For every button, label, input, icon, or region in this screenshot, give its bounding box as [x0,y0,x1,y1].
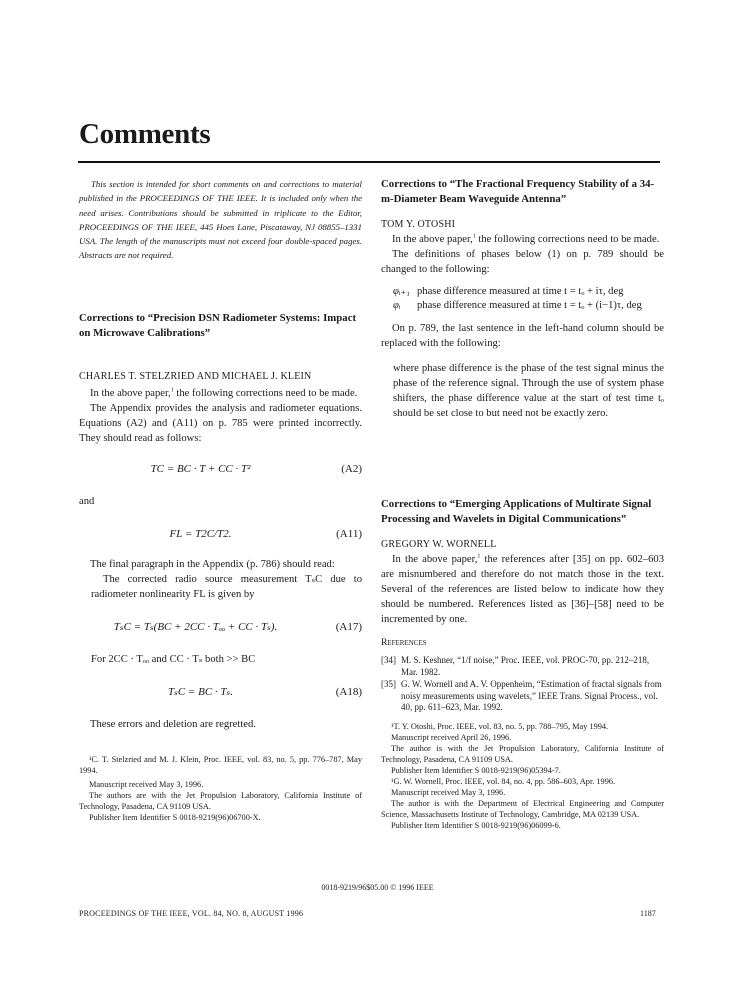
equation-a17: TₛC = Tₛ(BC + 2CC · Tₒₒ + CC · Tₛ). (A17) [113,621,362,633]
reference-item: [35] G. W. Wornell and A. V. Oppenheim, “Estimation of fractal signals from noisy measurements using wavelets,” IEEE Trans. Signal Process., vol. 40, pp. 611–623, Mar. 1992. [381,679,662,712]
article-heading: Corrections to “Precision DSN Radiometer Systems: Impact on Microwave Calibrations” [79,312,357,339]
definition-text: phase difference measured at time t = tₒ + iτ, deg [417,286,624,297]
section-intro: This section is intended for short comments on and corrections to material published in the PROCEEDINGS OF THE IEEE. It is included only when the need arises. Contributions should be submitted in triplicate to the Editor, PROCEEDINGS OF THE IEEE, 445 Hoes Lane, Piscataway, NJ 08855–1331 USA. The length of the manuscripts must not exceed four double-spaced pages. Abstracts are not required. [79,179,362,261]
journal-running-footer: PROCEEDINGS OF THE IEEE, VOL. 84, NO. 8, AUGUST 1996 [79,909,304,918]
footnote-citation: ¹G. W. Wornell, Proc. IEEE, vol. 84, no. 4, pp. 586–603, Apr. 1996. [391,776,616,786]
footnote-affiliation: The author is with the Department of Electrical Engineering and Computer Science, Massachusetts Institute of Technology, Cambridge, MA 02139 USA. [381,798,664,819]
article-paragraph: These errors and deletion are regretted. [90,719,256,730]
title-rule [78,161,660,163]
reference-item: [34] M. S. Keshner, “1/f noise,” Proc. IEEE, vol. PROC-70, pp. 212–218, Mar. 1982. [381,655,650,677]
definition-symbol: φᵢ₊₁ [393,286,410,297]
phase-definitions [393,285,664,313]
footnote-received: Manuscript received May 3, 1996. [89,780,204,789]
article-paragraph: For 2CC · Tₒₒ and CC · Tₛ both >> BC [91,654,256,665]
footnote-received: Manuscript received April 26, 1996. [391,732,512,742]
equation-a2: TC = BC · T + CC · T² (A2) [150,463,362,475]
footnote-affiliation: The author is with the Jet Propulsion Laboratory, California Institute of Technology, Pasadena, CA 91109 USA. [381,743,664,764]
quoted-paragraph: The corrected radio source measurement TₛC due to radiometer nonlinearity FL is given by [91,574,362,600]
footnote-identifier: Publisher Item Identifier S 0018-9219(96)06700-X. [89,813,261,822]
article-paragraph: In the above paper,$^1$ the following corrections need to be made. [90,387,358,399]
article-paragraph: On p. 789, the last sentence in the left-hand column should be replaced with the following: [381,323,664,349]
page-number: 1187 [640,909,656,918]
article-authors: GREGORY W. WORNELL [381,539,497,550]
equation-a11: FL = T2C/T2. (A11) [169,528,362,540]
definition-symbol: φᵢ [393,300,401,311]
article-heading: Corrections to “Emerging Applications of Multirate Signal Processing and Wavelets in Digital Communications” [381,498,652,525]
article-otoshi [381,177,664,421]
article-heading: Corrections to “The Fractional Frequency Stability of a 34-m-Diameter Beam Waveguide Antenna” [381,178,655,205]
copyright-line: 0018-9219/96$05.00 © 1996 IEEE [321,883,434,892]
footnote-identifier: Publisher Item Identifier S 0018-9219(96)05394-7. [391,765,561,775]
article-paragraph: The final paragraph in the Appendix (p. 786) should read: [90,559,335,570]
article-wornell [381,497,664,831]
page-title: Comments [79,118,211,150]
article-paragraph: In the above paper,$^1$ the references after [35] on pp. 602–603 are misnumbered and therefore do not match those in the text. Several of the references are listed below to indicate how they should be numbered. References listed as [36]–[58] need to be incremented by one. [381,553,664,625]
replacement-quote: where phase difference is the phase of the test signal minus the phase of the reference signal. Through the use of system phase shifters, the phase difference value at the start of test time tₒ should be set close to but need not be exactly zero. [393,363,664,419]
references-heading: References [381,638,427,648]
footnote-identifier: Publisher Item Identifier S 0018-9219(96)06099-6. [391,820,561,830]
footnote-affiliation: The authors are with the Jet Propulsion Laboratory, California Institute of Technology, Pasadena, CA 91109 USA. [79,791,362,811]
footnote-citation: ¹T. Y. Otoshi, Proc. IEEE, vol. 83, no. 5, pp. 788–795, May 1994. [391,721,609,731]
equation-a18: TₛC = BC · Tₛ. (A18) [168,686,362,698]
article-paragraph: In the above paper,$^1$ the following corrections need to be made. [392,233,660,245]
article-authors: TOM Y. OTOSHI [381,219,456,230]
article-paragraph: The Appendix provides the analysis and radiometer equations. Equations (A2) and (A11) on p. 785 were printed incorrectly. They should read as follows: [79,403,362,444]
conjunction-text: and [79,496,95,507]
article-stelzried [79,311,362,823]
article-authors: CHARLES T. STELZRIED AND MICHAEL J. KLEIN [79,371,312,382]
footnote-received: Manuscript received May 3, 1996. [391,787,506,797]
footnote-citation: ¹C. T. Stelzried and M. J. Klein, Proc. IEEE, vol. 83, no. 5, pp. 776–787, May 1994. [79,755,362,775]
definition-text: phase difference measured at time t = tₒ + (i−1)τ, deg [417,300,642,311]
article-paragraph: The definitions of phases below (1) on p. 789 should be changed to the following: [381,249,664,275]
left-column [79,177,362,263]
